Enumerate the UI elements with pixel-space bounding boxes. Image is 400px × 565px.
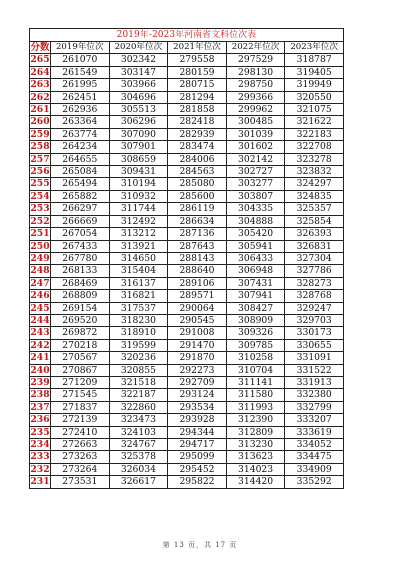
rank-2022-cell: 311580	[226, 389, 285, 401]
rank-2020-cell: 315404	[109, 265, 168, 277]
score-cell: 249	[30, 252, 50, 264]
score-cell: 248	[30, 265, 50, 277]
rank-2019-cell: 273531	[51, 476, 110, 488]
rank-2020-cell: 314650	[109, 252, 168, 264]
rank-2021-cell: 281858	[168, 104, 227, 116]
rank-2021-cell: 292273	[168, 364, 227, 376]
rank-2020-cell: 323473	[109, 414, 168, 426]
rank-2021-cell: 282418	[168, 116, 227, 128]
rank-2021-cell: 284563	[168, 166, 227, 178]
header-2022: 2022年位次	[226, 42, 285, 54]
rank-2021-cell: 293124	[168, 389, 227, 401]
score-cell: 247	[30, 277, 50, 289]
score-cell: 258	[30, 141, 50, 153]
rank-2021-cell: 289571	[168, 290, 227, 302]
rank-2023-cell: 319949	[285, 79, 344, 91]
rank-2022-cell: 301039	[226, 128, 285, 140]
table-row	[30, 439, 344, 451]
rank-2022-cell: 309785	[226, 339, 285, 351]
rank-2019-cell: 262936	[51, 104, 110, 116]
rank-2021-cell: 293534	[168, 401, 227, 413]
rank-2020-cell: 325378	[109, 451, 168, 463]
rank-2021-cell: 291470	[168, 339, 227, 351]
rank-2022-cell: 299962	[226, 104, 285, 116]
rank-2020-cell: 320855	[109, 364, 168, 376]
table-row	[30, 91, 344, 103]
rank-2021-cell: 285080	[168, 178, 227, 190]
rank-2019-cell: 264234	[51, 141, 110, 153]
rank-2022-cell: 310258	[226, 352, 285, 364]
rank-2019-cell: 269872	[51, 327, 110, 339]
table-row	[30, 66, 344, 78]
table-row	[30, 426, 344, 438]
rank-2023-cell: 334909	[285, 463, 344, 475]
rank-2019-cell: 265494	[51, 178, 110, 190]
rank-2021-cell: 279558	[168, 54, 227, 66]
table-row	[30, 364, 344, 376]
rank-2020-cell: 309431	[109, 166, 168, 178]
score-cell: 245	[30, 302, 50, 314]
score-cell: 246	[30, 290, 50, 302]
score-cell: 264	[30, 66, 50, 78]
rank-2020-cell: 303966	[109, 79, 168, 91]
rank-2022-cell: 311141	[226, 376, 285, 388]
score-cell: 232	[30, 463, 50, 475]
table-row	[30, 141, 344, 153]
rank-2019-cell: 270867	[51, 364, 110, 376]
header-row	[30, 42, 344, 54]
rank-2022-cell: 302727	[226, 166, 285, 178]
rank-2021-cell: 288640	[168, 265, 227, 277]
rank-2019-cell: 269154	[51, 302, 110, 314]
score-cell: 242	[30, 339, 50, 351]
rank-2022-cell: 300485	[226, 116, 285, 128]
table-row	[30, 116, 344, 128]
rank-2021-cell: 284006	[168, 153, 227, 165]
table-row	[30, 104, 344, 116]
score-cell: 234	[30, 439, 50, 450]
rank-2022-cell: 304335	[226, 203, 285, 215]
rank-2022-cell: 306433	[226, 252, 285, 264]
rank-2020-cell: 322860	[109, 401, 168, 413]
score-cell: 252	[30, 215, 50, 227]
rank-2022-cell: 297529	[226, 54, 285, 66]
table-row	[30, 401, 344, 413]
score-cell: 262	[30, 91, 50, 103]
rank-2022-cell: 299366	[226, 91, 285, 103]
rank-2019-cell: 263364	[51, 116, 110, 128]
rank-2023-cell: 324835	[285, 190, 344, 202]
score-cell: 235	[30, 426, 50, 438]
rank-2019-cell: 273263	[51, 451, 110, 463]
rank-2021-cell: 286119	[168, 203, 227, 215]
rank-2021-cell: 295822	[168, 476, 227, 488]
table-row	[30, 314, 344, 326]
header-2021: 2021年位次	[168, 42, 227, 54]
rank-2023-cell: 326393	[285, 228, 344, 240]
rank-2019-cell: 271837	[51, 401, 110, 413]
rank-2020-cell: 324767	[109, 439, 168, 451]
rank-2019-cell: 261549	[51, 66, 110, 78]
rank-2022-cell: 314420	[226, 476, 285, 488]
rank-2021-cell: 283474	[168, 141, 227, 153]
rank-2020-cell: 313921	[109, 240, 168, 252]
rank-2023-cell: 321075	[285, 104, 344, 116]
table-row	[30, 352, 344, 364]
rank-2021-cell: 285600	[168, 190, 227, 202]
table-row	[30, 414, 344, 426]
score-cell: 254	[30, 190, 50, 202]
rank-2023-cell: 335292	[285, 476, 344, 488]
rank-2020-cell: 320236	[109, 352, 168, 364]
rank-2023-cell: 324297	[285, 178, 344, 190]
score-cell: 251	[30, 228, 50, 240]
rank-2022-cell: 308427	[226, 302, 285, 314]
rank-2021-cell: 286634	[168, 215, 227, 227]
rank-2023-cell: 334052	[285, 439, 344, 451]
rank-2020-cell: 324103	[109, 426, 168, 438]
rank-2020-cell: 304696	[109, 91, 168, 103]
rank-2019-cell: 262451	[51, 91, 110, 103]
rank-2020-cell: 310194	[109, 178, 168, 190]
rank-2023-cell: 333207	[285, 414, 344, 426]
rank-2023-cell: 327304	[285, 252, 344, 264]
rank-2022-cell: 312390	[226, 414, 285, 426]
table-row	[30, 240, 344, 252]
rank-2019-cell: 265084	[51, 166, 110, 178]
table-row	[30, 178, 344, 190]
rank-2023-cell: 328273	[285, 277, 344, 289]
rank-2021-cell: 287136	[168, 228, 227, 240]
header-2020: 2020年位次	[109, 42, 168, 54]
rank-2022-cell: 306948	[226, 265, 285, 277]
rank-2022-cell: 303807	[226, 190, 285, 202]
score-cell: 241	[30, 352, 50, 364]
score-cell: 253	[30, 203, 50, 215]
rank-2022-cell: 305420	[226, 228, 285, 240]
table-row	[30, 290, 344, 302]
score-cell: 243	[30, 327, 50, 339]
table-row	[30, 215, 344, 227]
table-row	[30, 265, 344, 277]
rank-2020-cell: 302342	[109, 54, 168, 66]
rank-2019-cell: 272139	[51, 414, 110, 426]
rank-2023-cell: 333619	[285, 426, 344, 438]
rank-2023-cell: 331913	[285, 376, 344, 388]
rank-2023-cell: 328768	[285, 290, 344, 302]
rank-2020-cell: 311744	[109, 203, 168, 215]
rank-2019-cell: 268469	[51, 277, 110, 289]
rank-2022-cell: 298750	[226, 79, 285, 91]
score-cell: 255	[30, 178, 50, 190]
score-cell: 237	[30, 401, 50, 413]
table-row	[30, 79, 344, 91]
table-row	[30, 252, 344, 264]
rank-2021-cell: 288143	[168, 252, 227, 264]
rank-2022-cell: 307941	[226, 290, 285, 302]
rank-2020-cell: 306296	[109, 116, 168, 128]
rank-2023-cell: 325854	[285, 215, 344, 227]
rank-2021-cell: 290064	[168, 302, 227, 314]
score-cell: 259	[30, 128, 50, 140]
header-score: 分数	[30, 42, 50, 53]
score-cell: 260	[30, 116, 50, 128]
rank-2021-cell: 280159	[168, 66, 227, 78]
rank-2022-cell: 309326	[226, 327, 285, 339]
rank-2021-cell: 292709	[168, 376, 227, 388]
table-row	[30, 153, 344, 165]
table-row	[30, 54, 344, 66]
rank-2020-cell: 303147	[109, 66, 168, 78]
rank-2022-cell: 312809	[226, 426, 285, 438]
rank-2021-cell: 295099	[168, 451, 227, 463]
table-row	[30, 339, 344, 351]
rank-2019-cell: 273264	[51, 463, 110, 475]
rank-2020-cell: 322187	[109, 389, 168, 401]
rank-2022-cell: 308909	[226, 314, 285, 326]
score-cell: 239	[30, 376, 50, 388]
table-row	[30, 128, 344, 140]
score-cell: 236	[30, 414, 50, 426]
rank-2022-cell: 313230	[226, 439, 285, 451]
rank-2020-cell: 326034	[109, 463, 168, 475]
rank-2019-cell: 267054	[51, 228, 110, 240]
rank-2023-cell: 332799	[285, 401, 344, 413]
table-row	[30, 277, 344, 289]
table-row	[30, 302, 344, 314]
rank-2021-cell: 289106	[168, 277, 227, 289]
rank-2020-cell: 312492	[109, 215, 168, 227]
table-row	[30, 228, 344, 240]
score-cell: 265	[30, 54, 50, 66]
score-cell: 257	[30, 153, 50, 165]
rank-table	[29, 28, 344, 489]
rank-2023-cell: 322708	[285, 141, 344, 153]
rank-2019-cell: 271209	[51, 376, 110, 388]
rank-2020-cell: 319599	[109, 339, 168, 351]
rank-2023-cell: 332380	[285, 389, 344, 401]
rank-2019-cell: 267433	[51, 240, 110, 252]
rank-2020-cell: 318910	[109, 327, 168, 339]
score-cell: 256	[30, 166, 50, 178]
rank-2021-cell: 293928	[168, 414, 227, 426]
rank-2023-cell: 320550	[285, 91, 344, 103]
rank-2019-cell: 263774	[51, 128, 110, 140]
rank-2023-cell: 318787	[285, 54, 344, 66]
title-row	[30, 29, 344, 42]
rank-2019-cell: 265882	[51, 190, 110, 202]
rank-2019-cell: 272663	[51, 439, 110, 451]
rank-2019-cell: 268133	[51, 265, 110, 277]
rank-2023-cell: 323832	[285, 166, 344, 178]
rank-2022-cell: 303277	[226, 178, 285, 190]
rank-2019-cell: 266297	[51, 203, 110, 215]
table-title: 2019年-2023年河南省文科位次表	[30, 29, 344, 42]
table-row	[30, 463, 344, 475]
score-cell: 250	[30, 240, 50, 252]
rank-2023-cell: 326831	[285, 240, 344, 252]
rank-2019-cell: 261995	[51, 79, 110, 91]
score-cell: 233	[30, 451, 50, 463]
table-row	[30, 203, 344, 215]
rank-2021-cell: 291008	[168, 327, 227, 339]
rank-2019-cell: 268809	[51, 290, 110, 302]
rank-2023-cell: 322183	[285, 128, 344, 140]
rank-2020-cell: 316821	[109, 290, 168, 302]
rank-2023-cell: 327786	[285, 265, 344, 277]
table-row	[30, 166, 344, 178]
rank-2020-cell: 307090	[109, 128, 168, 140]
rank-2022-cell: 310704	[226, 364, 285, 376]
rank-2023-cell: 319405	[285, 66, 344, 78]
rank-2020-cell: 318230	[109, 314, 168, 326]
table-row	[30, 476, 344, 488]
table-row	[30, 327, 344, 339]
score-cell: 261	[30, 104, 50, 116]
rank-2021-cell: 291870	[168, 352, 227, 364]
rank-2021-cell: 282939	[168, 128, 227, 140]
rank-2022-cell: 307431	[226, 277, 285, 289]
score-cell: 238	[30, 389, 50, 401]
rank-2020-cell: 307901	[109, 141, 168, 153]
rank-2019-cell: 270218	[51, 339, 110, 351]
rank-2022-cell: 314023	[226, 463, 285, 475]
rank-2022-cell: 311993	[226, 401, 285, 413]
rank-2019-cell: 269520	[51, 314, 110, 326]
table-body	[30, 54, 344, 488]
page-footer: 第 13 页，共 17 页	[162, 541, 238, 549]
rank-2022-cell: 298130	[226, 66, 285, 78]
header-2023: 2023年位次	[285, 42, 344, 54]
rank-2022-cell: 301602	[226, 141, 285, 153]
rank-2019-cell: 267780	[51, 252, 110, 264]
rank-2023-cell: 331091	[285, 352, 344, 364]
rank-2023-cell: 329247	[285, 302, 344, 314]
rank-2023-cell: 323278	[285, 153, 344, 165]
rank-2020-cell: 316137	[109, 277, 168, 289]
rank-2021-cell: 287643	[168, 240, 227, 252]
rank-2021-cell: 294344	[168, 426, 227, 438]
header-2019: 2019年位次	[51, 42, 110, 54]
table-row	[30, 451, 344, 463]
rank-2022-cell: 305941	[226, 240, 285, 252]
rank-2021-cell: 290545	[168, 314, 227, 326]
rank-2022-cell: 304888	[226, 215, 285, 227]
rank-2023-cell: 325357	[285, 203, 344, 215]
rank-2020-cell: 310932	[109, 190, 168, 202]
rank-2020-cell: 321518	[109, 376, 168, 388]
rank-2022-cell: 313623	[226, 451, 285, 463]
rank-2023-cell: 330173	[285, 327, 344, 339]
rank-2021-cell: 281294	[168, 91, 227, 103]
rank-2023-cell: 331522	[285, 364, 344, 376]
rank-2022-cell: 302142	[226, 153, 285, 165]
rank-2023-cell: 330655	[285, 339, 344, 351]
rank-2023-cell: 321622	[285, 116, 344, 128]
score-cell: 231	[30, 476, 50, 488]
rank-2023-cell: 329703	[285, 314, 344, 326]
rank-2021-cell: 294717	[168, 439, 227, 451]
rank-2019-cell: 264655	[51, 153, 110, 165]
rank-2019-cell: 272410	[51, 426, 110, 438]
rank-2020-cell: 305513	[109, 104, 168, 116]
rank-2019-cell: 270567	[51, 352, 110, 364]
table-row	[30, 376, 344, 388]
score-cell: 263	[30, 79, 50, 91]
rank-2023-cell: 334475	[285, 451, 344, 463]
rank-2020-cell: 317537	[109, 302, 168, 314]
table-row	[30, 389, 344, 401]
score-cell: 244	[30, 314, 50, 326]
rank-2021-cell: 280715	[168, 79, 227, 91]
rank-table-sheet	[29, 28, 343, 489]
rank-2019-cell: 261070	[51, 54, 110, 66]
rank-2019-cell: 266669	[51, 215, 110, 227]
table-row	[30, 190, 344, 202]
score-cell: 240	[30, 364, 50, 376]
rank-2021-cell: 295452	[168, 463, 227, 475]
rank-2019-cell: 271545	[51, 389, 110, 401]
rank-2020-cell: 326617	[109, 476, 168, 488]
rank-2020-cell: 313212	[109, 228, 168, 240]
rank-2020-cell: 308659	[109, 153, 168, 165]
